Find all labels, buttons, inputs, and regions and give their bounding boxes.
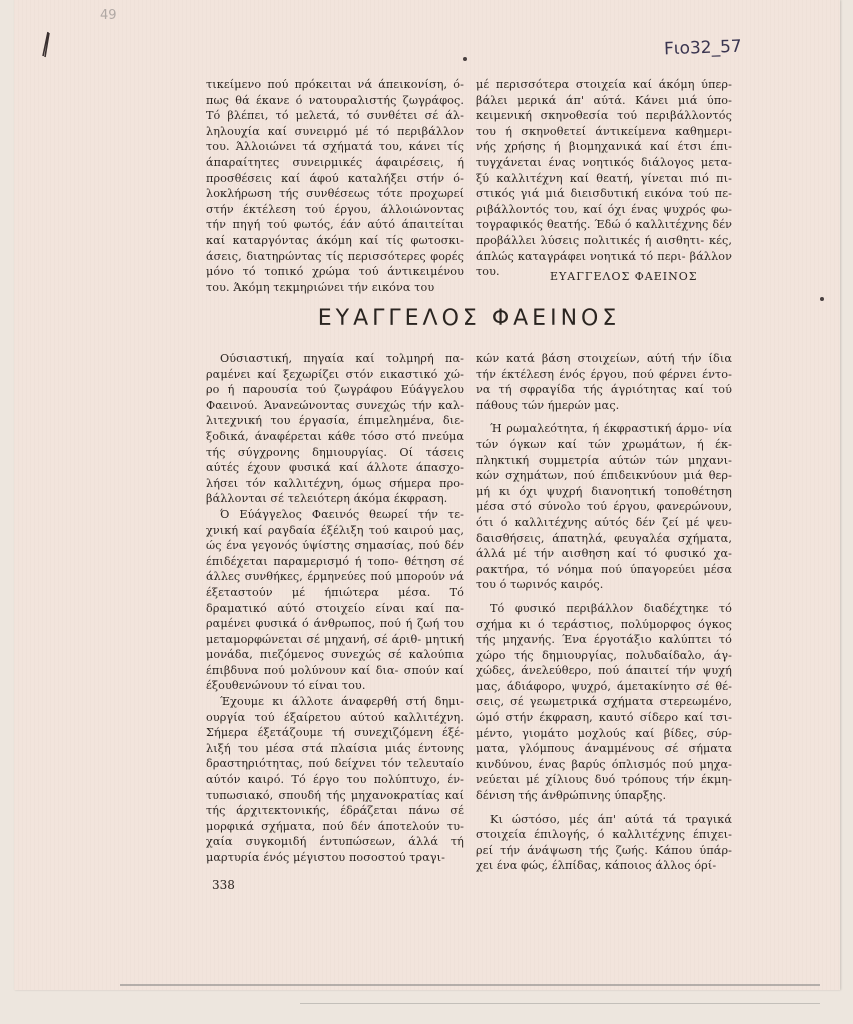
paragraph: κών κατά βάση στοιχείων, αύτή τήν ίδια τήν έκτέλεση ένός έργου, πού φέρνει έντο- να τή σφραγίδα τής άγριότητας καί τού πάθους τών ήμερών μας. xyxy=(476,352,732,412)
corner-mark: 49 xyxy=(100,8,117,23)
ink-dot xyxy=(820,297,824,301)
paragraph: μέ περισσότερα στοιχεία καί άκόμη ύπερ- βάλει μερικά άπ' αύτά. Κάνει μιά ύπο- κειμενική σκηνοθεσία τού περιβάλλοντός του ή σκηνοθετεί άντικείμενα καθημερι- νής χρήσης ή βιομηχανικά καί έτσι έπι- τυγχάνεται ένας νοητικός διάλογος μετα- ξύ καλλιτέχνη καί θεατή, γίνεται πιό πι- στικός γιά μιά διεισδυτική εικόνα τού πε- ριβάλλοντός του, καί όχι ένας ψυχρός φω- τογραφικός θεατής. Έδώ ό καλλιτέχνης δέν προβάλλει λύσεις πολιτικές ή αισθητι- κές, άπλώς καταγράφει νοητικά τό περι- βάλλον του. xyxy=(476,78,732,279)
ink-dot xyxy=(463,57,467,61)
top-right-column xyxy=(476,77,732,280)
paragraph: Τό φυσικό περιβάλλον διαδέχτηκε τό σχήμα κι ό τεράστιος, πολύμορφος όγκος τής μηχανής. Ένα έργοτάξιο καλύπτει τό χώρο τής δημιουργίας, πολυδαίδαλο, άγ- χώδες, άνελεύθερο, πού άπαιτεί τήν ψυχή μας, άδιάφορο, ψυχρό, άμετακίνητο σέ θέ- σεις, σέ γεωμετρικά σχήματα στερεωμένο, ώμό στήν έκφραση, καυτό σίδερο καί τσι- μέντο, γιομάτο μοχλούς καί βίδες, σύρ- ματα, γλόμπους άναμμένους σέ σήματα κινδύνου, ένας βαρύς όπλισμός πού μηχα- νεύεται μέ χίλιους δυό τρόπους τήν έκμη- δένιση τής άνθρώπινης ύπαρξης. xyxy=(476,601,732,803)
sheet-bottom-edge xyxy=(120,984,820,986)
paragraph: Ό Εύάγγελος Φαεινός θεωρεί τήν τε- χνική καί ραγδαία έξέλιξη τού καιρού μας, ώς ένα γεγονός ύψίστης σημασίας, πού δέν έπιδέχεται παραμερισμό ή τοπο- θέτηση σέ άλλες συνθήκες, έρμηνεύες πού μπορούν νά έξεταστούν μέ ήπιώτερα μέσα. Τό δραματικό αύτό στοιχείο είναι καί πα- ραμένει φυσικά ό άνθρωπος, πού ή ζωή του μεταμορφώνεται σέ μηχανή, σέ άριθ- μητική μονάδα, πιεζόμενος συνεχώς σέ καλούπια έπιβδυνα πού μολύνουν καί δια- σπούν καί έξουθενώνουν τό είναι του. xyxy=(206,507,464,693)
archive-code: Fιο32_57 xyxy=(663,36,743,60)
main-right-column xyxy=(476,351,732,874)
paragraph: Ούσιαστική, πηγαία καί τολμηρή πα- ραμένει καί ξεχωρίζει στόν εικαστικό χώ- ρο ή παρουσία τού ζωγράφου Εύάγγελου Φαεινού. Άνανεώνοντας συνεχώς τήν καλ- λιτεχνική του έργασία, έπιμελημένα, διε- ξοδικά, άναφέρεται κάθε τόσο στό πνεύμα τής σύγχρονης δημιουργίας. Οί τάσεις αύτές έχουν φυσικά καί άλλοτε άπασχο- λήσει τόν καλλιτέχνη, όμως σήμερα προ- βάλλονται σέ τελειότερη άκόμα έκφραση. xyxy=(206,352,464,506)
paperclip-icon xyxy=(40,30,52,60)
article-headline: ΕΥΑΓΓΕΛΟΣ ΦΑΕΙΝΟΣ xyxy=(317,306,621,331)
signature: ΕΥΑΓΓΕΛΟΣ ΦΑΕΙΝΟΣ xyxy=(550,270,698,283)
paragraph: Έχουμε κι άλλοτε άναφερθή στή δημι- ουργία τού έξαίρετου αύτού καλλιτέχνη. Σήμερα έξετάζουμε τή συνεχιζόμενη έξέ- λιξή του μέσα στά πλαίσια μιάς έντονης δραστηριότητας, πού δείχνει τόν τελευταίο αύτόν καιρό. Τό έργο του πολύπτυχο, έν- τυπωσιακό, σπουδή τής μηχανοκρατίας καί τής άρχιτεκτονικής, έδράζεται πάνω σέ μορφικά σχήματα, πού δέν άποτελούν τυ- χαία συγκομιδή έντυπώσεων, άλλά τή μαρτυρία ένός μέγιστου ποσοστού τραγι- xyxy=(206,695,464,864)
page-number: 338 xyxy=(212,878,235,892)
top-left-column xyxy=(206,77,464,295)
main-left-column xyxy=(206,351,464,866)
paragraph: Ή ρωμαλεότητα, ή έκφραστική άρμο- νία τών όγκων καί τών χρωμάτων, ή έκ- πληκτική συμμετρία αύτών τών μηχανι- κών σχημάτων, πού έπιδεικνύουν μιά θερ- μή κι όχι ψυχρή διανοητική τοποθέτηση μέσα στό σύνολο τού έργου, φανερώνουν, ότι ό καλλιτέχνης αύτός δέν ζεί μέ ψευ- δαισθήσεις, άπατηλά, φευγαλέα σχήματα, άλλά μέ τήν αισθηση καί τό φυσικό χα- ρακτήρα, τό νόημα πού ύπαγορεύει μέσα του ό τωρινός καιρός. xyxy=(476,422,732,592)
paragraph: τικείμενο πού πρόκειται νά άπεικονίση, ό- πως θά έκανε ό νατουραλιστής ζωγράφος. Τό βλέπει, τό μελετά, τό συνθέτει σέ άλ- ληλουχία καί συνειρμό μέ τό περιβάλλον του. Άλλοιώνει τά σχήματά του, κάνει τίς άπαραίτητες συνειρμικές άφαιρέσεις, ή προσθέσεις καί άφού καταλήξει στήν ό- λοκλήρωση τής συνθέσεως τότε προχωρεί στήν έκτέλεση τού έργου, άλλοιώνοντας τήν πηγή τού φωτός, έάν αύτό άπαιτείται καί καταργόντας άκόμη καί τίς φωτοσκι- άσεις, διατηρώντας τίς περισσότερες φορές μόνο τό τοπικό χρώμα τού άντικειμένου του. Άκόμη τεκμηριώνει τήν εικόνα του xyxy=(206,78,464,294)
sheet-lower-edge xyxy=(300,1003,820,1004)
paragraph: Κι ώστόσο, μές άπ' αύτά τά τραγικά στοιχεία έπιλογής, ό καλλιτέχνης έπιχει- ρεί τήν άνάψωση τής ζωής. Κάπου ύπάρ- χει ένα φώς, έλπίδας, κάποιος άλλος όρί- xyxy=(476,812,732,873)
